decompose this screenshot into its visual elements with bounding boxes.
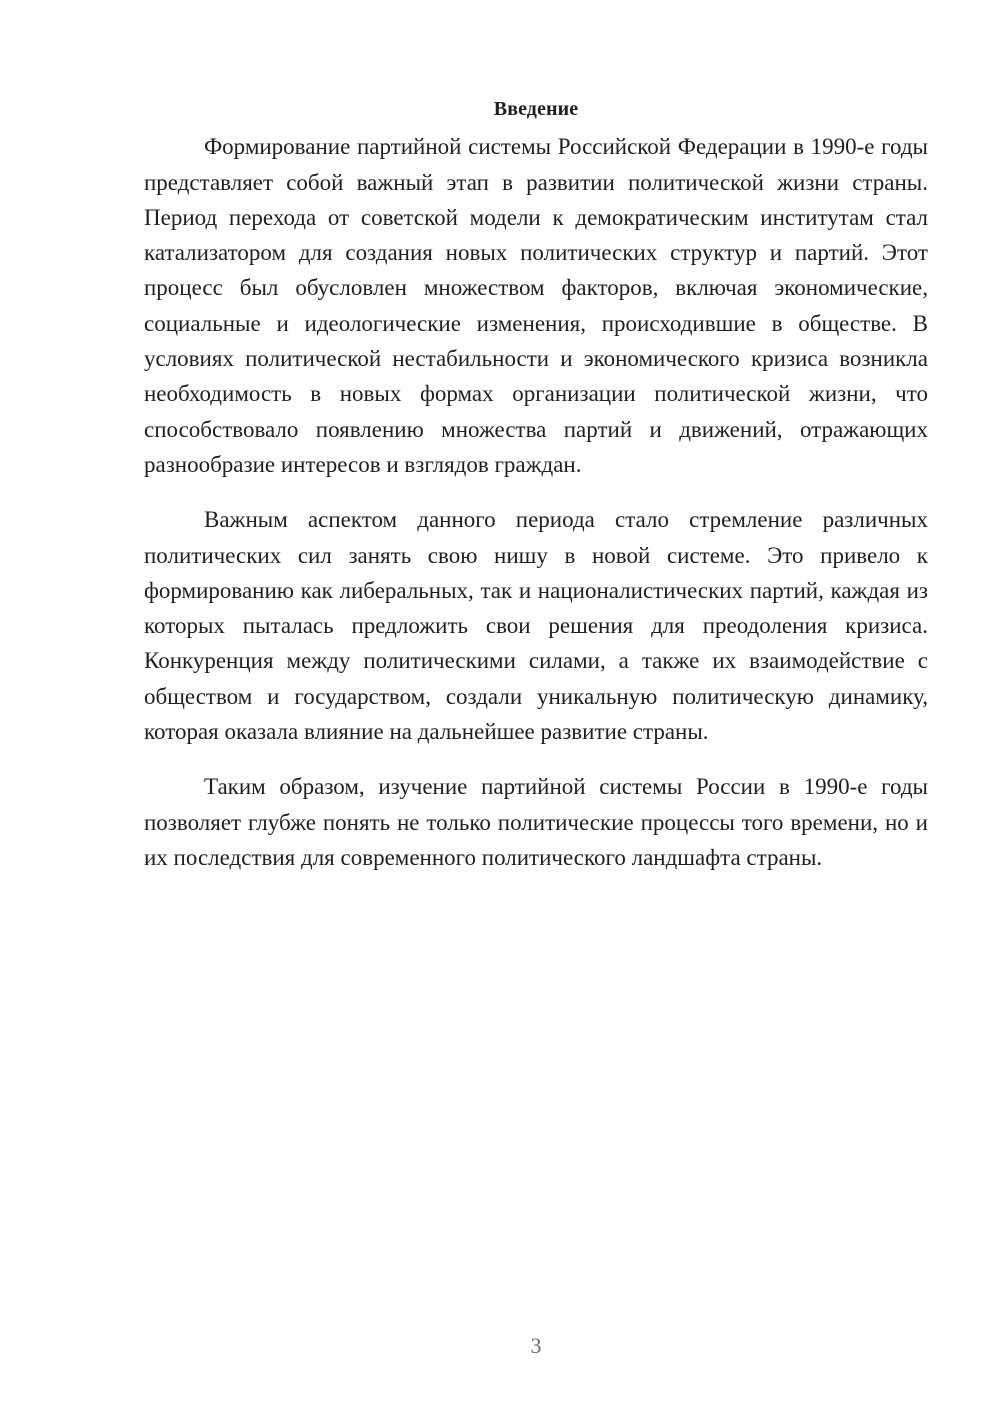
paragraph-1: Формирование партийной системы Российской Федерации в 1990-е годы представляет собой важный этап в развитии политической жизни страны. Период перехода от советской модели к демократическим институтам стал катализатором для создания новых политических структур и партий. Этот процесс был обусловлен множеством факторов, включая экономические, социальные и идеологические изменения, происходившие в обществе. В условиях политической нестабильности и экономического кризиса возникла необходимость в новых формах организации политической жизни, что способствовало появлению множества партий и движений, отражающих разнообразие интересов и взглядов граждан. [144,134,928,477]
paragraph-2: Важным аспектом данного периода стало стремление различных политических сил занять свою нишу в новой системе. Это привело к формированию как либеральных, так и националистических партий, каждая из которых пыталась предложить свои решения для преодоления кризиса. Конкуренция между политическими силами, а также их взаимодействие с обществом и государством, создали уникальную политическую динамику, которая оказала влияние на дальнейшее развитие страны. [144,507,928,745]
page-body [144,92,928,875]
page-number: 3 [530,1333,542,1358]
section-title: Введение [493,98,579,120]
paragraph-3: Таким образом, изучение партийной системы России в 1990-е годы позволяет глубже понять не только политические процессы того времени, но и их последствия для современного политического ландшафта страны. [144,774,928,870]
